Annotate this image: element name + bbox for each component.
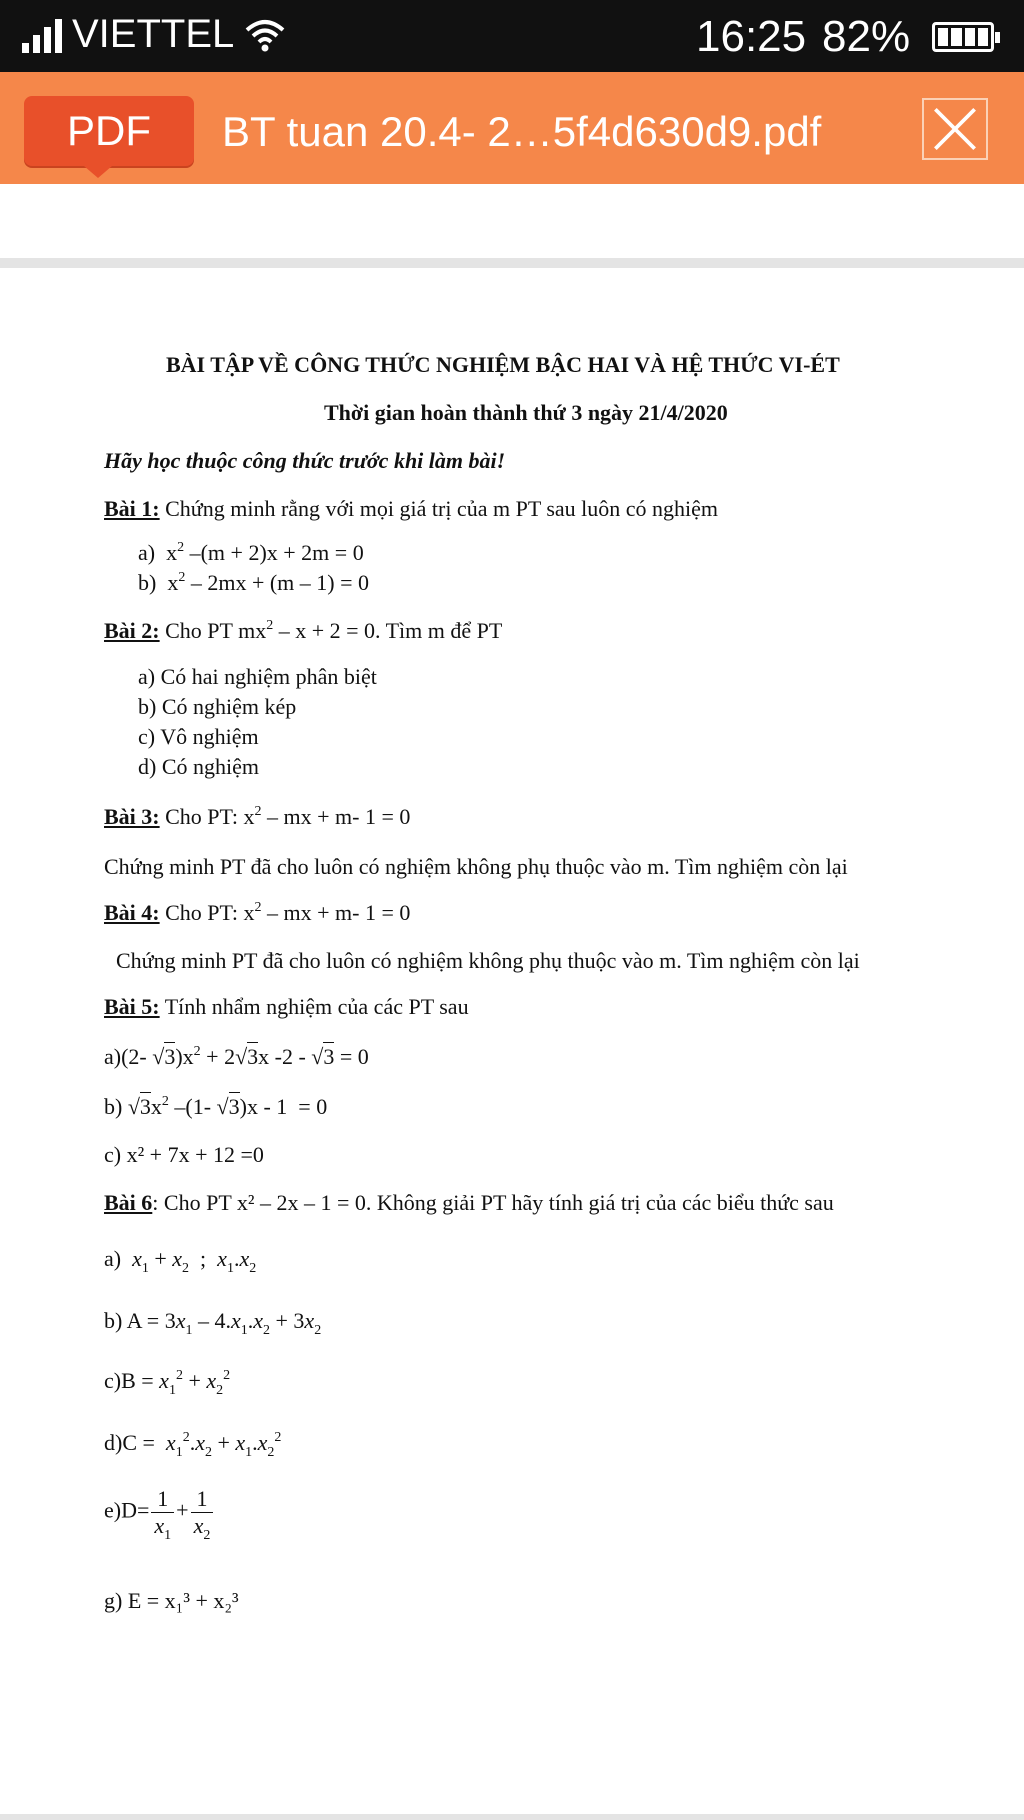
- bai6-heading: [104, 1190, 834, 1216]
- battery-percent: 82%: [822, 12, 911, 61]
- wifi-icon: [244, 18, 286, 52]
- close-icon: [924, 100, 986, 158]
- battery-icon: [932, 22, 994, 52]
- bai2-item-c: c) Vô nghiệm: [138, 724, 259, 749]
- page-separator: [0, 258, 1024, 268]
- carrier-name: VIETTEL: [72, 12, 235, 56]
- close-button[interactable]: [922, 98, 988, 160]
- bai2-item-b: b) Có nghiệm kép: [138, 694, 297, 719]
- bai5-text: Tính nhẩm nghiệm của các PT sau: [159, 994, 469, 1019]
- bai1-b: b) $x^2 - 2mx + (m - 1) = 0$: [138, 570, 370, 595]
- bai5-label: Bài 5:: [104, 994, 160, 1019]
- document-subtitle: Thời gian hoàn thành thứ 3 ngày 21/4/2020: [324, 400, 728, 425]
- viewer-toolbar: [0, 72, 1024, 184]
- bai1-label: Bài 1:: [104, 496, 160, 521]
- bai2-item-a: a) Có hai nghiệm phân biệt: [138, 664, 377, 689]
- bai6-c: $c)B = x_1^2 + x_2^2$: [104, 1368, 231, 1398]
- document-title: BÀI TẬP VỀ CÔNG THỨC NGHIỆM BẬC HAI VÀ HỆ THỨC VI-ÉT: [166, 352, 840, 377]
- bai1-a-letter: a): [138, 540, 156, 565]
- bai5-c: c) x² + 7x + 12 =0: [104, 1142, 264, 1167]
- bai5-b: b) $√3x^2$ –(1- √3)x - 1 = 0: [104, 1094, 328, 1119]
- bai1-text: Chứng minh rằng với mọi giá trị của m PT sau luôn có nghiệm: [159, 496, 719, 521]
- carrier: [22, 12, 286, 57]
- bai1-b-letter: b): [138, 570, 157, 595]
- bai3-text-pre: Cho PT: x: [159, 804, 255, 829]
- bai1-heading: [104, 496, 718, 522]
- bai4-label: Bài 4:: [104, 900, 160, 925]
- bai2-item-d: d) Có nghiệm: [138, 754, 259, 779]
- pdf-badge[interactable]: PDF: [24, 96, 194, 166]
- bai2-heading: Bài 2: Cho PT $mx^2 - x + 2 = 0$. Tìm m để PT: [104, 618, 503, 643]
- page-bottom-separator: [0, 1814, 1024, 1820]
- bai4-body: Chứng minh PT đã cho luôn có nghiệm không phụ thuộc vào m. Tìm nghiệm còn lại: [116, 948, 860, 973]
- bai4-text-post: – mx + m- 1 = 0: [261, 900, 411, 925]
- signal-icon: [22, 17, 62, 53]
- bai6-b: b) $A = 3x_1 - 4.x_1.x_2 + 3x_2$: [104, 1308, 322, 1338]
- clock: 16:25: [696, 12, 807, 61]
- bai6-text: : Cho PT x² – 2x – 1 = 0. Không giải PT hãy tính giá trị của các biểu thức sau: [152, 1190, 834, 1215]
- bai4-text-pre: Cho PT: x: [159, 900, 255, 925]
- bai3-body: Chứng minh PT đã cho luôn có nghiệm không phụ thuộc vào m. Tìm nghiệm còn lại: [104, 854, 848, 879]
- bai6-a: a) $x_1 + x_2$ ; $x_1.x_2$: [104, 1246, 257, 1276]
- bai6-label: Bài 6: [104, 1190, 153, 1215]
- bai6-d: $d)C = x_1^2.x_2 + x_1.x_2^2$: [104, 1430, 282, 1460]
- bai3-text-post: – mx + m- 1 = 0: [261, 804, 411, 829]
- bai6-e: e)D= $\frac{1}{x_1}$ + $\frac{1}{x_2}$: [104, 1486, 215, 1539]
- bai6-g: g) E = x₁³ + x₂³: [104, 1588, 239, 1613]
- bai4-heading: Bài 4: Cho PT: $x^2$ – mx + m- 1 = 0: [104, 900, 411, 925]
- file-title: BT tuan 20.4- 2…5f4d630d9.pdf: [222, 108, 822, 155]
- bai1-a: a) $x^2$ –(m + 2)x + 2m = 0: [138, 540, 364, 565]
- bai2-label: Bài 2:: [104, 618, 160, 643]
- bai2-text-post: – x + 2 = 0. Tìm m để PT: [273, 618, 503, 643]
- status-bar: [0, 0, 1024, 72]
- bai2-text-pre: Cho PT mx: [159, 618, 267, 643]
- pdf-page: [0, 268, 1024, 1814]
- bai5-a: a)(2- $√3)x^2 + 2√3x$ -2 - √3 = 0: [104, 1044, 369, 1069]
- bai5-heading: [104, 994, 469, 1020]
- bai3-heading: Bài 3: Cho PT: $x^2$ – mx + m- 1 = 0: [104, 804, 411, 829]
- bai3-label: Bài 3:: [104, 804, 160, 829]
- document-note: Hãy học thuộc công thức trước khi làm bài!: [104, 448, 506, 473]
